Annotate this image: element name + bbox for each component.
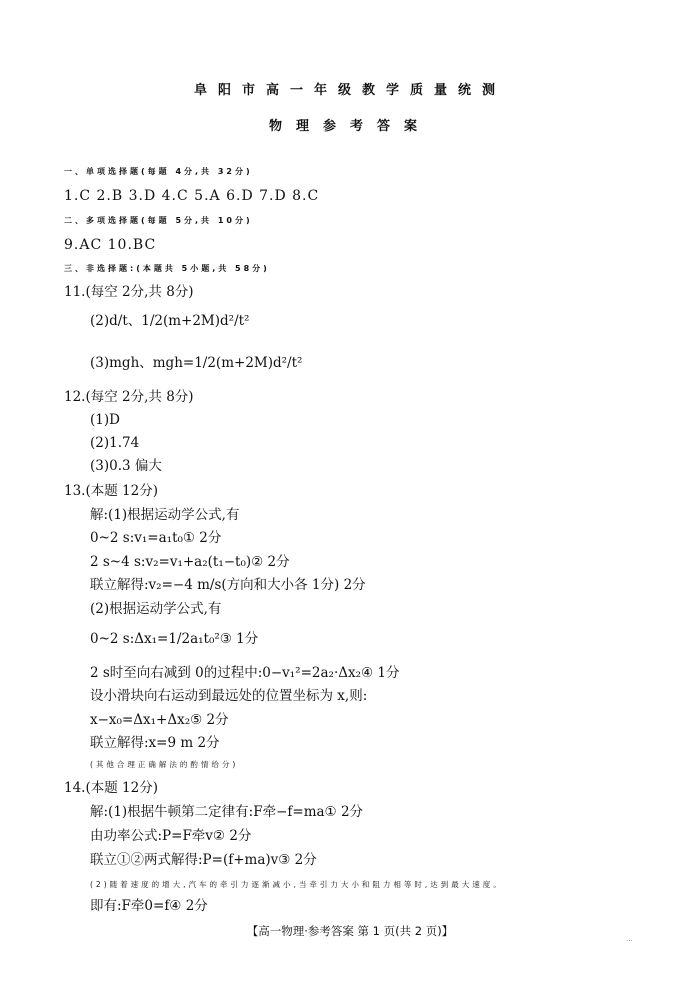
q14-line-4: (2)随着速度的增大,汽车的牵引力逐渐减小,当牵引力大小和阻力相等时,达到最大速度。 <box>90 880 504 889</box>
document-subtitle: 物理参考答案 <box>268 119 431 134</box>
q13-line-4: 联立解得:v₂=−4 m/s(方向和大小各 1分) 2分 <box>90 577 366 593</box>
q13-note: (其他合理正确解法的酌情给分) <box>90 760 239 769</box>
q13-line-7: 2 s时至向右减到 0的过程中:0−v₁²=2a₂·Δx₂④ 1分 <box>90 665 400 681</box>
q13-heading: 13.(本题 12分) <box>64 483 158 499</box>
q11-answer-3: (3)mgh、mgh=1/2(m+2M)d²/t² <box>90 355 303 371</box>
page-footer: 【高一物理·参考答案 第 1 页(共 2 页)】 <box>246 924 454 938</box>
q14-heading: 14.(本题 12分) <box>64 780 158 796</box>
q13-line-2: 0~2 s:v₁=a₁t₀① 2分 <box>90 530 222 546</box>
answers-1-8: 1.C 2.B 3.D 4.C 5.A 6.D 7.D 8.C <box>64 188 320 204</box>
q13-line-3: 2 s~4 s:v₂=v₁+a₂(t₁−t₀)② 2分 <box>90 554 290 570</box>
q12-answer-1: (1)D <box>90 412 120 428</box>
q11-heading: 11.(每空 2分,共 8分) <box>64 284 194 300</box>
section-heading-3: 三、非选择题:(本题共 5小题,共 58分) <box>64 264 270 273</box>
q13-line-5: (2)根据运动学公式,有 <box>90 601 222 617</box>
document-title: 阜阳市高一年级教学质量统测 <box>193 83 506 98</box>
answers-9-10: 9.AC 10.BC <box>64 237 157 253</box>
q11-answer-2: (2)d/t、1/2(m+2M)d²/t² <box>90 313 250 329</box>
q14-line-1: 解:(1)根据牛顿第二定律有:F牵−f=ma① 2分 <box>90 804 364 820</box>
q12-heading: 12.(每空 2分,共 8分) <box>64 389 194 405</box>
q13-line-9: x−x₀=Δx₁+Δx₂⑤ 2分 <box>90 712 229 728</box>
q14-line-3: 联立①②两式解得:P=(f+ma)v③ 2分 <box>90 852 317 868</box>
q13-line-1: 解:(1)根据运动学公式,有 <box>90 507 240 523</box>
q14-line-2: 由功率公式:P=F牵v② 2分 <box>90 828 252 844</box>
q12-answer-2: (2)1.74 <box>90 435 140 451</box>
q12-answer-3: (3)0.3 偏大 <box>90 458 162 474</box>
corner-mark: ... <box>626 935 633 943</box>
q14-line-5: 即有:F牵0=f④ 2分 <box>90 898 208 914</box>
section-heading-1: 一、单项选择题(每题 4分,共 32分) <box>64 167 253 176</box>
section-heading-2: 二、多项选择题(每题 5分,共 10分) <box>64 216 253 225</box>
q13-line-6: 0~2 s:Δx₁=1/2a₁t₀²③ 1分 <box>90 631 259 647</box>
q13-line-10: 联立解得:x=9 m 2分 <box>90 735 220 751</box>
q13-line-8: 设小滑块向右运动到最远处的位置坐标为 x,则: <box>90 688 368 704</box>
